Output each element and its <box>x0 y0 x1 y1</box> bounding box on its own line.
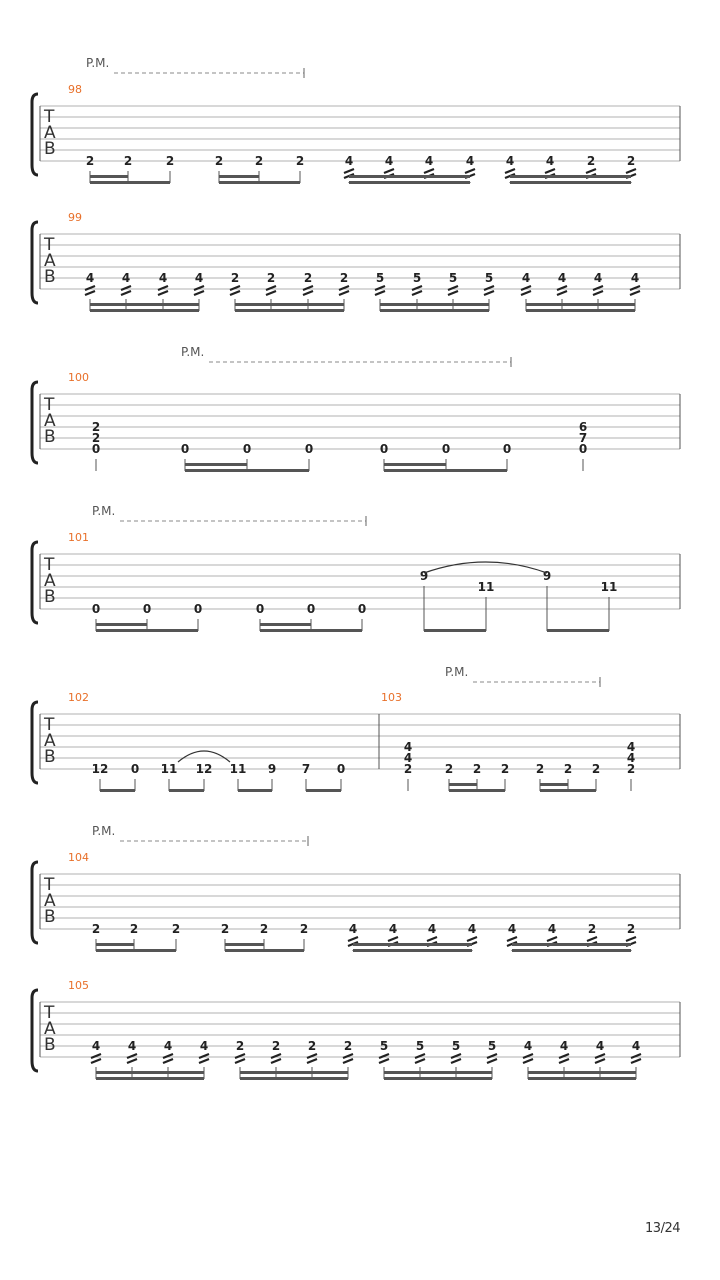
fret-number: 2 <box>235 1039 245 1053</box>
fret-number: 0 <box>304 442 314 456</box>
tremolo-slash <box>199 1059 209 1063</box>
fret-number: 11 <box>477 580 495 594</box>
fret-number: 4 <box>465 154 475 168</box>
fret-number: 0 <box>142 602 152 616</box>
beam-primary <box>449 789 505 792</box>
fret-number: 0 <box>91 442 101 456</box>
tremolo-slash <box>559 1059 569 1063</box>
fret-number: 0 <box>357 602 367 616</box>
beam-secondary <box>384 463 446 466</box>
tremolo-slash <box>547 937 557 941</box>
tremolo-slash <box>307 1059 317 1063</box>
tremolo-slash <box>427 937 437 941</box>
tremolo-slash <box>484 291 494 295</box>
tremolo-slash <box>465 169 475 173</box>
tremolo-slash <box>384 169 394 173</box>
beam-primary <box>96 629 198 632</box>
fret-number: 0 <box>193 602 203 616</box>
fret-number: 5 <box>415 1039 425 1053</box>
slur-arc <box>424 562 547 573</box>
beam-secondary <box>349 175 470 178</box>
beam-primary <box>260 629 362 632</box>
fret-number: 11 <box>160 762 178 776</box>
staff-brace <box>32 702 38 783</box>
tremolo-slash <box>626 169 636 173</box>
tab-letter-t: T <box>44 555 55 575</box>
fret-number: 4 <box>121 271 131 285</box>
tremolo-slash <box>388 937 398 941</box>
fret-number: 0 <box>130 762 140 776</box>
beam-primary <box>526 309 635 312</box>
tremolo-slash <box>587 937 597 941</box>
palm-mute-label: P.M. <box>445 665 469 679</box>
system-3 <box>32 345 680 472</box>
fret-number: 4 <box>593 271 603 285</box>
tab-letter-b: B <box>44 427 56 447</box>
beam-secondary <box>96 623 147 626</box>
fret-number: 4 <box>505 154 515 168</box>
tab-letter-b: B <box>44 587 56 607</box>
beam-primary <box>169 789 204 792</box>
beam-primary <box>540 789 596 792</box>
tab-letter-b: B <box>44 747 56 767</box>
fret-number: 2 <box>214 154 224 168</box>
system-4 <box>32 504 680 632</box>
tremolo-slash <box>626 937 636 941</box>
beam-primary <box>90 309 199 312</box>
beam-secondary <box>384 1071 492 1074</box>
fret-number: 12 <box>195 762 213 776</box>
beam-secondary <box>540 783 568 786</box>
fret-number: 4 <box>557 271 567 285</box>
fret-number: 2 <box>307 1039 317 1053</box>
beam-primary <box>512 949 631 952</box>
fret-number: 0 <box>441 442 451 456</box>
fret-number: 12 <box>91 762 109 776</box>
fret-number: 0 <box>91 602 101 616</box>
tab-letter-t: T <box>44 395 55 415</box>
tremolo-slash <box>507 937 517 941</box>
tremolo-slash <box>91 1059 101 1063</box>
fret-number: 0 <box>502 442 512 456</box>
fret-number: 0 <box>578 442 588 456</box>
beam-secondary <box>90 175 128 178</box>
tab-letter-a: A <box>44 251 56 271</box>
tab-letter-b: B <box>44 907 56 927</box>
tremolo-slash <box>505 169 515 173</box>
beam-primary <box>349 181 470 184</box>
beam-secondary <box>225 943 264 946</box>
fret-number: 2 <box>91 922 101 936</box>
beam-secondary <box>353 943 472 946</box>
tremolo-slash <box>348 937 358 941</box>
beam-primary <box>510 181 631 184</box>
fret-number: 4 <box>521 271 531 285</box>
tremolo-slash <box>451 1059 461 1063</box>
fret-number: 0 <box>306 602 316 616</box>
page-number: 13/24 <box>645 1221 680 1236</box>
tremolo-slash <box>266 291 276 295</box>
tremolo-slash <box>593 291 603 295</box>
fret-number: 11 <box>229 762 247 776</box>
beam-secondary <box>526 303 635 306</box>
beam-primary <box>353 949 472 952</box>
fret-number: 4 <box>344 154 354 168</box>
fret-number: 2 <box>171 922 181 936</box>
fret-number: 4 <box>384 154 394 168</box>
tremolo-slash <box>523 1059 533 1063</box>
tremolo-slash <box>194 291 204 295</box>
fret-number: 2 <box>472 762 482 776</box>
beam-secondary <box>96 943 134 946</box>
fret-number: 4 <box>595 1039 605 1053</box>
staff-brace <box>32 382 38 463</box>
beam-primary <box>384 1077 492 1080</box>
tremolo-slash <box>487 1059 497 1063</box>
tab-letter-a: A <box>44 411 56 431</box>
palm-mute-label: P.M. <box>92 504 116 518</box>
measure-number: 104 <box>68 851 89 864</box>
fret-number: 5 <box>451 1039 461 1053</box>
fret-number: 2 <box>85 154 95 168</box>
fret-number: 4 <box>545 154 555 168</box>
measure-number: 100 <box>68 371 89 384</box>
fret-number: 4 <box>403 740 413 754</box>
fret-number: 2 <box>591 762 601 776</box>
fret-number: 9 <box>419 569 429 583</box>
tab-letter-t: T <box>44 1003 55 1023</box>
beam-secondary <box>512 943 631 946</box>
palm-mute-label: P.M. <box>181 345 205 359</box>
fret-number: 11 <box>600 580 618 594</box>
tremolo-slash <box>303 291 313 295</box>
fret-number: 2 <box>343 1039 353 1053</box>
fret-number: 4 <box>467 922 477 936</box>
beam-primary <box>96 949 176 952</box>
tremolo-slash <box>415 1059 425 1063</box>
fret-number: 2 <box>444 762 454 776</box>
fret-number: 4 <box>91 1039 101 1053</box>
fret-number: 5 <box>379 1039 389 1053</box>
tab-letter-b: B <box>44 1035 56 1055</box>
palm-mute-label: P.M. <box>86 56 110 70</box>
fret-number: 0 <box>379 442 389 456</box>
fret-number: 2 <box>271 1039 281 1053</box>
beam-primary <box>90 181 170 184</box>
measure-number: 99 <box>68 211 82 224</box>
fret-number: 5 <box>448 271 458 285</box>
fret-number: 2 <box>165 154 175 168</box>
tremolo-slash <box>85 291 95 295</box>
tremolo-slash <box>344 169 354 173</box>
beam-secondary <box>219 175 259 178</box>
fret-number: 2 <box>535 762 545 776</box>
tremolo-slash <box>557 291 567 295</box>
measure-number: 101 <box>68 531 89 544</box>
measure-number: 98 <box>68 83 82 96</box>
tab-letter-t: T <box>44 107 55 127</box>
fret-number: 2 <box>626 762 636 776</box>
tab-letter-a: A <box>44 571 56 591</box>
fret-number: 4 <box>85 271 95 285</box>
beam-secondary <box>240 1071 348 1074</box>
tremolo-slash <box>121 291 131 295</box>
tremolo-slash <box>127 1059 137 1063</box>
fret-number: 6 <box>578 420 588 434</box>
tremolo-slash <box>375 291 385 295</box>
tremolo-slash <box>631 1059 641 1063</box>
tab-letter-t: T <box>44 875 55 895</box>
fret-number: 4 <box>424 154 434 168</box>
beam-primary <box>424 629 486 632</box>
beam-primary <box>238 789 272 792</box>
beam-secondary <box>235 303 344 306</box>
fret-number: 7 <box>301 762 311 776</box>
tab-letter-a: A <box>44 891 56 911</box>
beam-secondary <box>90 303 199 306</box>
fret-number: 4 <box>630 271 640 285</box>
fret-number: 2 <box>129 922 139 936</box>
fret-number: 2 <box>266 271 276 285</box>
beam-primary <box>185 469 309 472</box>
measure-number: 105 <box>68 979 89 992</box>
fret-number: 4 <box>348 922 358 936</box>
beam-secondary <box>96 1071 204 1074</box>
fret-number: 2 <box>586 154 596 168</box>
measure-number: 103 <box>381 691 402 704</box>
fret-number: 2 <box>254 154 264 168</box>
fret-number: 4 <box>403 751 413 765</box>
measure-number: 102 <box>68 691 89 704</box>
fret-number: 2 <box>563 762 573 776</box>
fret-number: 0 <box>255 602 265 616</box>
tremolo-slash <box>379 1059 389 1063</box>
fret-number: 5 <box>487 1039 497 1053</box>
fret-number: 2 <box>123 154 133 168</box>
tremolo-slash <box>545 169 555 173</box>
tremolo-slash <box>586 169 596 173</box>
staff-brace <box>32 990 38 1071</box>
tremolo-slash <box>235 1059 245 1063</box>
fret-number: 2 <box>403 762 413 776</box>
fret-number: 2 <box>259 922 269 936</box>
system-7 <box>32 979 680 1080</box>
staff-brace <box>32 94 38 175</box>
tremolo-slash <box>158 291 168 295</box>
tab-letter-a: A <box>44 123 56 143</box>
fret-number: 2 <box>91 431 101 445</box>
fret-number: 2 <box>299 922 309 936</box>
fret-number: 4 <box>127 1039 137 1053</box>
beam-primary <box>306 789 341 792</box>
fret-number: 0 <box>180 442 190 456</box>
beam-primary <box>240 1077 348 1080</box>
beam-secondary <box>185 463 247 466</box>
beam-primary <box>528 1077 636 1080</box>
fret-number: 9 <box>267 762 277 776</box>
tremolo-slash <box>521 291 531 295</box>
fret-number: 4 <box>388 922 398 936</box>
beam-primary <box>380 309 489 312</box>
tab-letter-a: A <box>44 1019 56 1039</box>
tremolo-slash <box>412 291 422 295</box>
tremolo-slash <box>630 291 640 295</box>
fret-number: 4 <box>547 922 557 936</box>
beam-secondary <box>449 783 477 786</box>
tremolo-slash <box>343 1059 353 1063</box>
beam-primary <box>384 469 507 472</box>
tab-letter-a: A <box>44 731 56 751</box>
fret-number: 2 <box>91 420 101 434</box>
tab-letter-t: T <box>44 715 55 735</box>
fret-number: 4 <box>158 271 168 285</box>
fret-number: 2 <box>220 922 230 936</box>
beam-secondary <box>260 623 311 626</box>
fret-number: 4 <box>194 271 204 285</box>
fret-number: 5 <box>375 271 385 285</box>
tremolo-slash <box>424 169 434 173</box>
fret-number: 0 <box>336 762 346 776</box>
fret-number: 2 <box>500 762 510 776</box>
staff-brace <box>32 222 38 303</box>
beam-secondary <box>510 175 631 178</box>
system-6 <box>32 824 680 952</box>
fret-number: 2 <box>587 922 597 936</box>
fret-number: 7 <box>578 431 588 445</box>
tremolo-slash <box>467 937 477 941</box>
beam-primary <box>219 181 300 184</box>
beam-primary <box>100 789 135 792</box>
staff-brace <box>32 542 38 623</box>
fret-number: 4 <box>523 1039 533 1053</box>
system-2 <box>32 211 680 312</box>
fret-number: 4 <box>427 922 437 936</box>
staff-brace <box>32 862 38 943</box>
beam-primary <box>225 949 304 952</box>
beam-primary <box>96 1077 204 1080</box>
fret-number: 2 <box>339 271 349 285</box>
tremolo-slash <box>448 291 458 295</box>
fret-number: 5 <box>412 271 422 285</box>
slur-arc <box>178 751 230 762</box>
tremolo-slash <box>595 1059 605 1063</box>
beam-primary <box>235 309 344 312</box>
beam-secondary <box>380 303 489 306</box>
fret-number: 2 <box>303 271 313 285</box>
fret-number: 2 <box>230 271 240 285</box>
fret-number: 2 <box>295 154 305 168</box>
fret-number: 4 <box>559 1039 569 1053</box>
tab-letter-t: T <box>44 235 55 255</box>
beam-secondary <box>528 1071 636 1074</box>
tab-letter-b: B <box>44 267 56 287</box>
fret-number: 4 <box>631 1039 641 1053</box>
fret-number: 4 <box>507 922 517 936</box>
fret-number: 9 <box>542 569 552 583</box>
system-1 <box>32 56 680 184</box>
tremolo-slash <box>339 291 349 295</box>
tremolo-slash <box>271 1059 281 1063</box>
fret-number: 5 <box>484 271 494 285</box>
fret-number: 2 <box>626 154 636 168</box>
tab-letter-b: B <box>44 139 56 159</box>
fret-number: 2 <box>626 922 636 936</box>
fret-number: 4 <box>626 751 636 765</box>
fret-number: 4 <box>163 1039 173 1053</box>
fret-number: 4 <box>199 1039 209 1053</box>
tremolo-slash <box>230 291 240 295</box>
tremolo-slash <box>163 1059 173 1063</box>
system-5 <box>32 665 680 792</box>
fret-number: 0 <box>242 442 252 456</box>
fret-number: 4 <box>626 740 636 754</box>
beam-primary <box>547 629 609 632</box>
palm-mute-label: P.M. <box>92 824 116 838</box>
